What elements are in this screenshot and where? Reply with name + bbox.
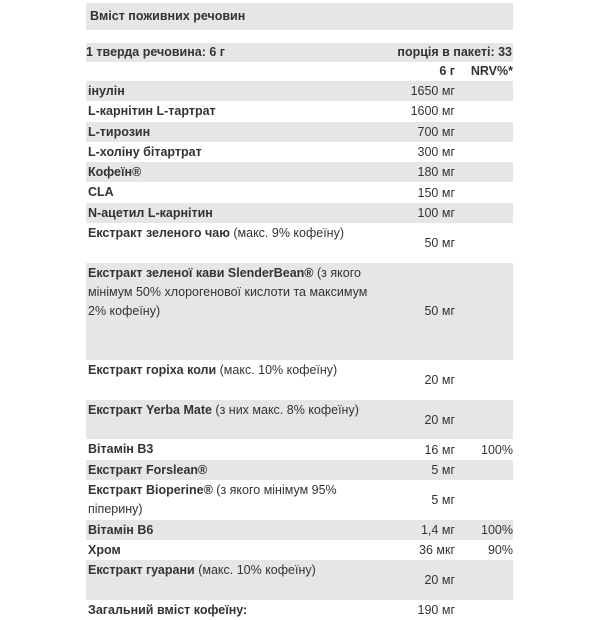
ingredient-name (86, 81, 373, 101)
ingredient-nrv: 100% (481, 522, 513, 537)
ingredient-nrv (455, 480, 513, 520)
column-header-nrv: NRV%* (470, 64, 513, 78)
ingredient-nrv (455, 182, 513, 202)
ingredient-name (86, 182, 373, 202)
ingredient-nrv: 100% (481, 442, 513, 457)
ingredient-amount: 1,4 мг (420, 522, 455, 537)
ingredient-amount: 1650 мг (410, 84, 455, 99)
table-row (86, 400, 513, 440)
ingredient-nrv (455, 203, 513, 223)
table-row (86, 81, 513, 101)
ingredient-name (86, 360, 373, 400)
ingredient-amount: 5 мг (431, 462, 455, 477)
ingredient-amount: 50 мг (424, 235, 455, 250)
serving-size: 1 тверда речовина: 6 г (86, 45, 226, 59)
ingredient-name-bold: Екстракт Bioperine® (88, 482, 213, 497)
ingredient-amount: 1600 мг (410, 104, 455, 119)
ingredient-name-bold: інулін (88, 84, 125, 98)
ingredient-amount: 190 мг (417, 602, 455, 617)
ingredient-name-bold: Екстракт гуарани (88, 563, 195, 578)
table-row (86, 203, 513, 223)
table-row (86, 439, 513, 459)
ingredient-name (86, 142, 373, 162)
ingredient-nrv (455, 263, 513, 361)
ingredient-name-bold: Екстракт Yerba Mate (88, 402, 212, 417)
ingredient-name-bold: Екстракт Forslean® (88, 462, 208, 477)
table-row (86, 520, 513, 540)
ingredient-name (86, 540, 373, 560)
ingredient-name (86, 263, 373, 361)
ingredient-nrv (455, 460, 513, 480)
ingredient-name (86, 122, 373, 142)
ingredient-amount: 20 мг (424, 412, 455, 427)
ingredient-amount: 300 мг (417, 145, 455, 160)
servings-per-pack: порція в пакеті: 33 (397, 45, 512, 59)
ingredient-name-bold: L-тирозин (88, 124, 151, 139)
ingredient-nrv (455, 142, 513, 162)
ingredient-name (86, 439, 373, 459)
ingredient-note: (макс. 10% кофеїну) (216, 363, 338, 378)
ingredient-name (86, 600, 373, 620)
ingredient-name (86, 223, 373, 263)
column-header-row (86, 62, 513, 81)
ingredient-name (86, 400, 373, 440)
table-row (86, 223, 513, 263)
ingredient-name-bold: Вітамін B6 (88, 522, 154, 537)
table-row (86, 540, 513, 560)
ingredient-name-bold: Загальний вміст кофеїну: (88, 602, 248, 617)
ingredient-note: (макс. 9% кофеїну) (229, 226, 345, 241)
ingredient-nrv (455, 360, 513, 400)
ingredient-amount: 5 мг (431, 492, 455, 507)
ingredient-note: (з них макс. 8% кофеїну) (211, 402, 359, 417)
ingredient-name (86, 520, 373, 540)
column-header-amount: 6 г (439, 64, 455, 78)
serving-row (86, 43, 513, 62)
nutrition-table (86, 3, 513, 620)
ingredient-amount: 20 мг (424, 372, 455, 387)
ingredient-note: (макс. 10% кофеїну) (194, 563, 316, 578)
ingredient-nrv (455, 162, 513, 182)
ingredient-amount: 700 мг (417, 124, 455, 139)
ingredient-nrv (455, 600, 513, 620)
table-row (86, 560, 513, 600)
ingredient-name-bold: Хром (88, 542, 121, 557)
ingredient-nrv: 90% (487, 542, 513, 557)
column-header-name (86, 62, 373, 81)
table-row (86, 122, 513, 142)
ingredient-name (86, 480, 373, 520)
ingredient-nrv (455, 223, 513, 263)
ingredient-name-bold: L-холіну бітартрат (88, 144, 202, 159)
ingredient-name (86, 101, 373, 121)
ingredient-name-bold: L-карнітин L-тартрат (88, 104, 216, 119)
ingredient-note: (з якого мінімум 95% піперину) (88, 482, 337, 517)
ingredient-name-bold: Екстракт горіха коли (88, 363, 217, 378)
ingredient-amount: 36 мкг (419, 542, 455, 557)
ingredient-name-bold: Екстракт зеленого чаю (88, 226, 230, 241)
spacer (86, 30, 513, 43)
table-body (86, 81, 513, 620)
ingredient-amount: 16 мг (424, 442, 455, 457)
ingredient-name (86, 162, 373, 182)
table-row (86, 460, 513, 480)
ingredient-amount: 150 мг (417, 185, 455, 200)
ingredient-amount: 50 мг (424, 304, 455, 319)
ingredient-name-bold: Вітамін B3 (88, 442, 154, 457)
table-row (86, 182, 513, 202)
ingredient-nrv (455, 122, 513, 142)
table-row (86, 360, 513, 400)
ingredient-nrv (455, 101, 513, 121)
ingredient-name-bold: N-ацетил L-карнітин (88, 205, 213, 220)
ingredient-name (86, 560, 373, 600)
ingredient-name-bold: CLA (88, 185, 114, 200)
ingredient-name-bold: Кофеїн® (88, 165, 142, 180)
ingredient-name (86, 203, 373, 223)
table-row (86, 101, 513, 121)
ingredient-amount: 180 мг (417, 165, 455, 180)
ingredient-nrv (455, 400, 513, 440)
table-row (86, 162, 513, 182)
table-title: Вміст поживних речовин (86, 3, 513, 30)
ingredient-nrv (455, 81, 513, 101)
table-row (86, 600, 513, 620)
table-row (86, 142, 513, 162)
ingredient-note: (з якого мінімум 50% хлорогенової кислоти та максимум 2% кофеїну) (88, 265, 368, 319)
ingredient-name-bold: Екстракт зеленої кави SlenderBean® (88, 265, 314, 280)
ingredient-amount: 20 мг (424, 572, 455, 587)
table-row (86, 480, 513, 520)
ingredient-name (86, 460, 373, 480)
ingredient-amount: 100 мг (417, 205, 455, 220)
ingredient-nrv (455, 560, 513, 600)
table-row (86, 263, 513, 361)
